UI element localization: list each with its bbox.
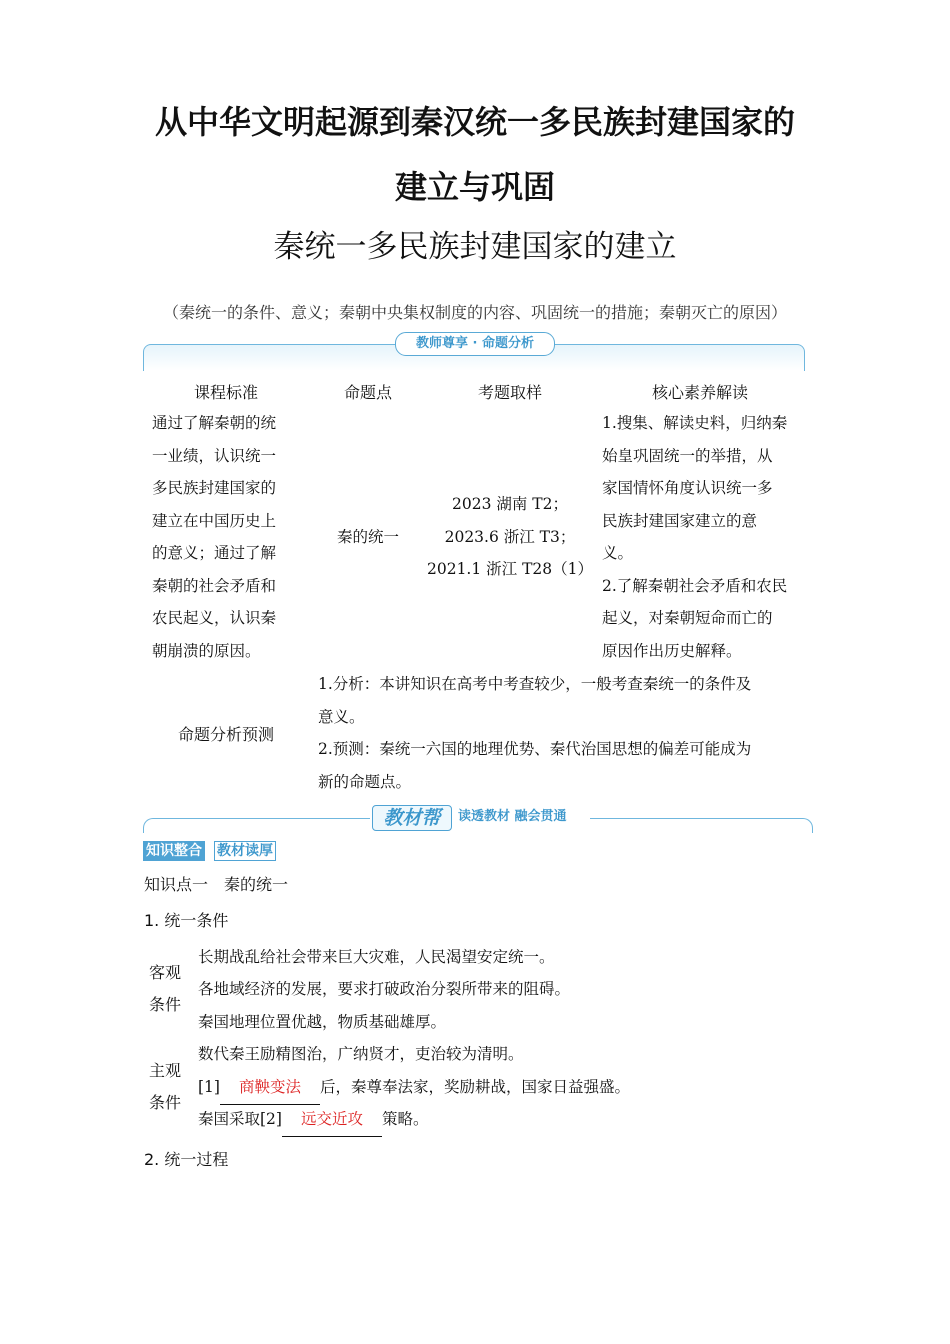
standard-line: 一业绩，认识统一	[152, 446, 277, 465]
forecast-line: 新的命题点。	[318, 772, 412, 791]
objective-line: 各地域经济的发展，要求打破政治分裂所带来的阻碍。	[198, 980, 571, 998]
objective-conditions-label	[149, 957, 183, 1021]
header-sample: 考题取样	[477, 383, 542, 402]
forecast-label: 命题分析预测	[177, 725, 274, 744]
objective-line: 长期战乱给社会带来巨大灾难，人民渴望安定统一。	[198, 948, 555, 966]
literacy-line: 1.搜集、解读史料，归纳秦	[602, 414, 788, 432]
fill-prefix: [1]	[198, 1078, 220, 1096]
cell-standard	[152, 407, 302, 667]
standard-line: 农民起义，认识秦	[152, 609, 277, 627]
main-title-line1: 从中华文明起源到秦汉统一多民族封建国家的	[154, 103, 795, 141]
sample-line: 2021.1 浙江 T28（1）	[426, 560, 593, 578]
literacy-line: 民族封建国家建立的意	[602, 511, 758, 530]
forecast-line: 2.预测：秦统一六国的地理优势、秦代治国思想的偏差可能成为	[318, 740, 752, 758]
main-title-line2: 建立与巩固	[394, 168, 555, 206]
label-part: 客观	[149, 963, 182, 982]
lesson-scope: （秦统一的条件、意义；秦朝中央集权制度的内容、巩固统一的措施；秦朝灭亡的原因）	[162, 303, 787, 322]
literacy-line: 原因作出历史解释。	[602, 641, 742, 660]
literacy-line: 家国情怀角度认识统一多	[602, 479, 773, 497]
textbook-banner-title: 教材帮	[372, 805, 452, 831]
cell-samples	[425, 488, 595, 586]
section-process-heading: 2. 统一过程	[144, 1150, 229, 1169]
knowledge-point-heading: 知识点一 秦的统一	[144, 875, 289, 894]
standard-line: 朝崩溃的原因。	[152, 641, 261, 660]
literacy-line: 始皇巩固统一的举措，从	[602, 446, 773, 465]
subjective-line-fill2	[198, 1103, 428, 1137]
label-part: 条件	[149, 995, 182, 1014]
label-part: 主观	[149, 1061, 182, 1080]
label-part: 条件	[149, 1093, 182, 1112]
answer-blank-1[interactable]: 商鞅变法	[220, 1071, 320, 1105]
standard-line: 秦朝的社会矛盾和	[152, 576, 277, 595]
section-conditions-heading: 1. 统一条件	[144, 911, 229, 930]
forecast-line: 1.分析：本讲知识在高考中考查较少，一般考查秦统一的条件及	[318, 675, 752, 693]
standard-line: 多民族封建国家的	[152, 479, 277, 497]
answer-blank-2[interactable]: 远交近攻	[282, 1103, 382, 1137]
cell-literacy	[602, 407, 807, 667]
tag-textbook-reading: 教材读厚	[214, 841, 276, 861]
literacy-line: 2.了解秦朝社会矛盾和农民	[602, 576, 788, 595]
standard-line: 的意义；通过了解	[152, 544, 277, 562]
textbook-banner-slogan: 读透教材 融会贯通	[458, 809, 567, 824]
lesson-subtitle: 秦统一多民族封建国家的建立	[273, 229, 677, 265]
teacher-banner-label: 教师尊享 · 命题分析	[395, 332, 555, 356]
header-point: 命题点	[343, 383, 392, 402]
header-literacy: 核心素养解读	[651, 383, 748, 402]
fill-prefix: 秦国采取[2]	[198, 1110, 282, 1128]
subjective-line: 数代秦王励精图治，广纳贤才，吏治较为清明。	[198, 1045, 524, 1063]
forecast-line: 意义。	[318, 707, 365, 726]
subjective-line-fill1	[198, 1071, 630, 1105]
sample-line: 2023.6 浙江 T3；	[444, 527, 576, 546]
cell-point: 秦的统一	[336, 528, 399, 546]
standard-line: 建立在中国历史上	[152, 511, 277, 530]
standard-line: 通过了解秦朝的统	[152, 414, 277, 432]
cell-forecast	[318, 668, 808, 798]
literacy-line: 起义，对秦朝短命而亡的	[602, 609, 773, 627]
fill-suffix: 策略。	[381, 1110, 429, 1128]
sample-line: 2023 湖南 T2；	[451, 495, 568, 513]
objective-line: 秦国地理位置优越，物质基础雄厚。	[198, 1013, 447, 1031]
literacy-line: 义。	[602, 544, 634, 562]
header-standard: 课程标准	[193, 383, 258, 402]
fill-suffix: 后，秦尊奉法家，奖励耕战，国家日益强盛。	[319, 1078, 630, 1096]
subjective-conditions-label	[149, 1055, 183, 1119]
tag-knowledge-integration: 知识整合	[143, 841, 205, 861]
